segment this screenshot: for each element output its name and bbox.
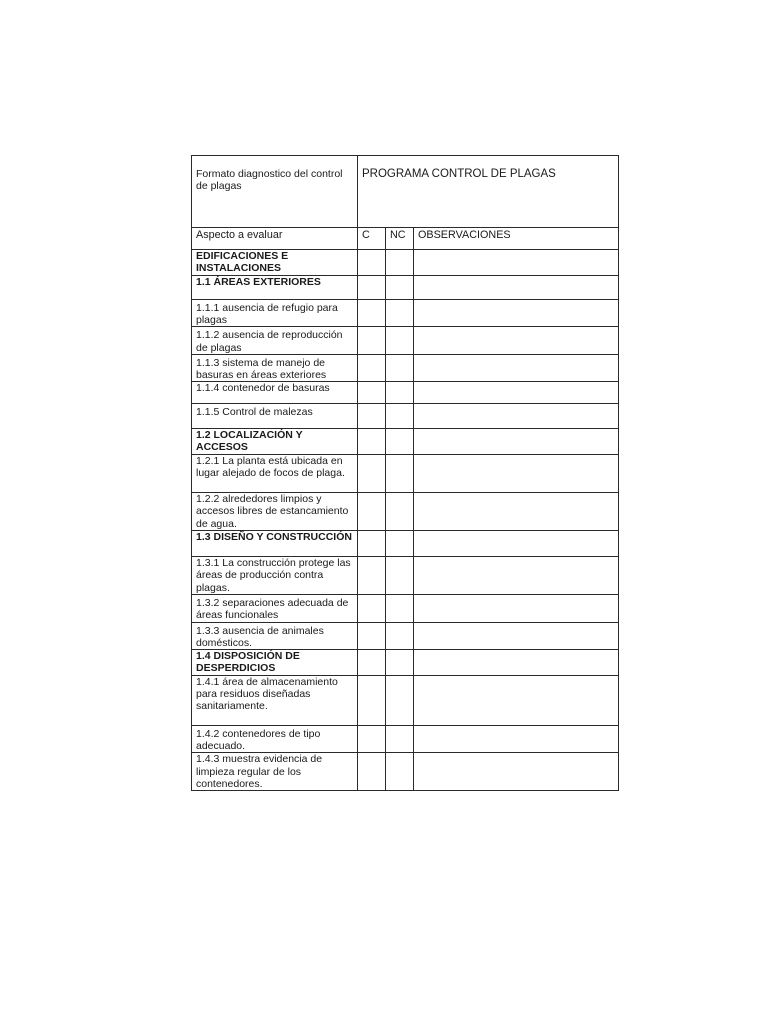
section-row <box>192 276 619 300</box>
c-cell[interactable] <box>358 327 386 354</box>
observations-cell[interactable] <box>414 404 619 429</box>
aspect-label: 1.1.2 ausencia de reproducción de plagas <box>192 327 358 354</box>
table-body <box>192 156 619 791</box>
evaluation-row <box>192 382 619 404</box>
section-row <box>192 650 619 676</box>
observations-cell[interactable] <box>414 595 619 622</box>
section-heading: 1.2 LOCALIZACIÓN Y ACCESOS <box>192 429 358 455</box>
evaluation-row <box>192 455 619 493</box>
c-cell[interactable] <box>358 753 386 791</box>
nc-cell[interactable] <box>386 595 414 622</box>
aspect-label: 1.4.1 área de almacenamiento para residuos diseñadas sanitariamente. <box>192 676 358 726</box>
section-heading: 1.1 ÁREAS EXTERIORES <box>192 276 358 300</box>
aspect-label: 1.3.1 La construcción protege las áreas de producción contra plagas. <box>192 557 358 595</box>
nc-cell[interactable] <box>386 455 414 493</box>
c-cell[interactable] <box>358 300 386 327</box>
aspect-label: 1.3.2 separaciones adecuada de áreas funcionales <box>192 595 358 622</box>
observations-cell[interactable] <box>414 429 619 455</box>
observations-cell[interactable] <box>414 327 619 354</box>
c-cell[interactable] <box>358 493 386 531</box>
nc-cell[interactable] <box>386 622 414 649</box>
aspect-label: 1.3.3 ausencia de animales domésticos. <box>192 622 358 649</box>
pest-control-diagnostic-table <box>191 155 619 791</box>
nc-cell[interactable] <box>386 726 414 753</box>
nc-cell[interactable] <box>386 354 414 381</box>
c-cell[interactable] <box>358 676 386 726</box>
nc-cell[interactable] <box>386 276 414 300</box>
observations-cell[interactable] <box>414 650 619 676</box>
section-row <box>192 429 619 455</box>
nc-cell[interactable] <box>386 300 414 327</box>
observations-cell[interactable] <box>414 493 619 531</box>
nc-cell[interactable] <box>386 753 414 791</box>
aspect-label: 1.2.2 alrededores limpios y accesos libres de estancamiento de agua. <box>192 493 358 531</box>
c-cell[interactable] <box>358 354 386 381</box>
c-cell[interactable] <box>358 250 386 276</box>
observations-cell[interactable] <box>414 676 619 726</box>
aspect-label: 1.4.2 contenedores de tipo adecuado. <box>192 726 358 753</box>
evaluation-row <box>192 557 619 595</box>
evaluation-row <box>192 622 619 649</box>
nc-column-header: NC <box>386 228 414 250</box>
nc-cell[interactable] <box>386 557 414 595</box>
nc-cell[interactable] <box>386 404 414 429</box>
observations-column-header: OBSERVACIONES <box>414 228 619 250</box>
nc-cell[interactable] <box>386 493 414 531</box>
c-cell[interactable] <box>358 382 386 404</box>
evaluation-row <box>192 676 619 726</box>
format-label: Formato diagnostico del control de plagas <box>192 156 358 228</box>
section-heading: EDIFICACIONES E INSTALACIONES <box>192 250 358 276</box>
c-cell[interactable] <box>358 726 386 753</box>
nc-cell[interactable] <box>386 676 414 726</box>
section-heading: 1.4 DISPOSICIÓN DE DESPERDICIOS <box>192 650 358 676</box>
c-cell[interactable] <box>358 557 386 595</box>
nc-cell[interactable] <box>386 429 414 455</box>
c-cell[interactable] <box>358 429 386 455</box>
observations-cell[interactable] <box>414 455 619 493</box>
aspect-label: 1.4.3 muestra evidencia de limpieza regular de los contenedores. <box>192 753 358 791</box>
c-cell[interactable] <box>358 404 386 429</box>
aspect-label: 1.1.1 ausencia de refugio para plagas <box>192 300 358 327</box>
c-cell[interactable] <box>358 276 386 300</box>
nc-cell[interactable] <box>386 650 414 676</box>
observations-cell[interactable] <box>414 276 619 300</box>
aspect-label: 1.1.5 Control de malezas <box>192 404 358 429</box>
observations-cell[interactable] <box>414 354 619 381</box>
nc-cell[interactable] <box>386 531 414 557</box>
section-row <box>192 531 619 557</box>
c-cell[interactable] <box>358 531 386 557</box>
c-cell[interactable] <box>358 455 386 493</box>
aspect-column-header: Aspecto a evaluar <box>192 228 358 250</box>
aspect-label: 1.1.4 contenedor de basuras <box>192 382 358 404</box>
evaluation-row <box>192 354 619 381</box>
program-title: PROGRAMA CONTROL DE PLAGAS <box>358 156 619 228</box>
nc-cell[interactable] <box>386 327 414 354</box>
aspect-label: 1.2.1 La planta está ubicada en lugar alejado de focos de plaga. <box>192 455 358 493</box>
nc-cell[interactable] <box>386 250 414 276</box>
column-header-row <box>192 228 619 250</box>
title-row <box>192 156 619 228</box>
evaluation-row <box>192 753 619 791</box>
observations-cell[interactable] <box>414 531 619 557</box>
observations-cell[interactable] <box>414 557 619 595</box>
observations-cell[interactable] <box>414 250 619 276</box>
evaluation-row <box>192 726 619 753</box>
section-row <box>192 250 619 276</box>
c-column-header: C <box>358 228 386 250</box>
section-heading: 1.3 DISEÑO Y CONSTRUCCIÓN <box>192 531 358 557</box>
observations-cell[interactable] <box>414 726 619 753</box>
evaluation-row <box>192 327 619 354</box>
evaluation-row <box>192 404 619 429</box>
c-cell[interactable] <box>358 622 386 649</box>
observations-cell[interactable] <box>414 622 619 649</box>
observations-cell[interactable] <box>414 382 619 404</box>
nc-cell[interactable] <box>386 382 414 404</box>
evaluation-row <box>192 300 619 327</box>
evaluation-row <box>192 595 619 622</box>
c-cell[interactable] <box>358 595 386 622</box>
evaluation-row <box>192 493 619 531</box>
observations-cell[interactable] <box>414 300 619 327</box>
c-cell[interactable] <box>358 650 386 676</box>
observations-cell[interactable] <box>414 753 619 791</box>
aspect-label: 1.1.3 sistema de manejo de basuras en áreas exteriores <box>192 354 358 381</box>
